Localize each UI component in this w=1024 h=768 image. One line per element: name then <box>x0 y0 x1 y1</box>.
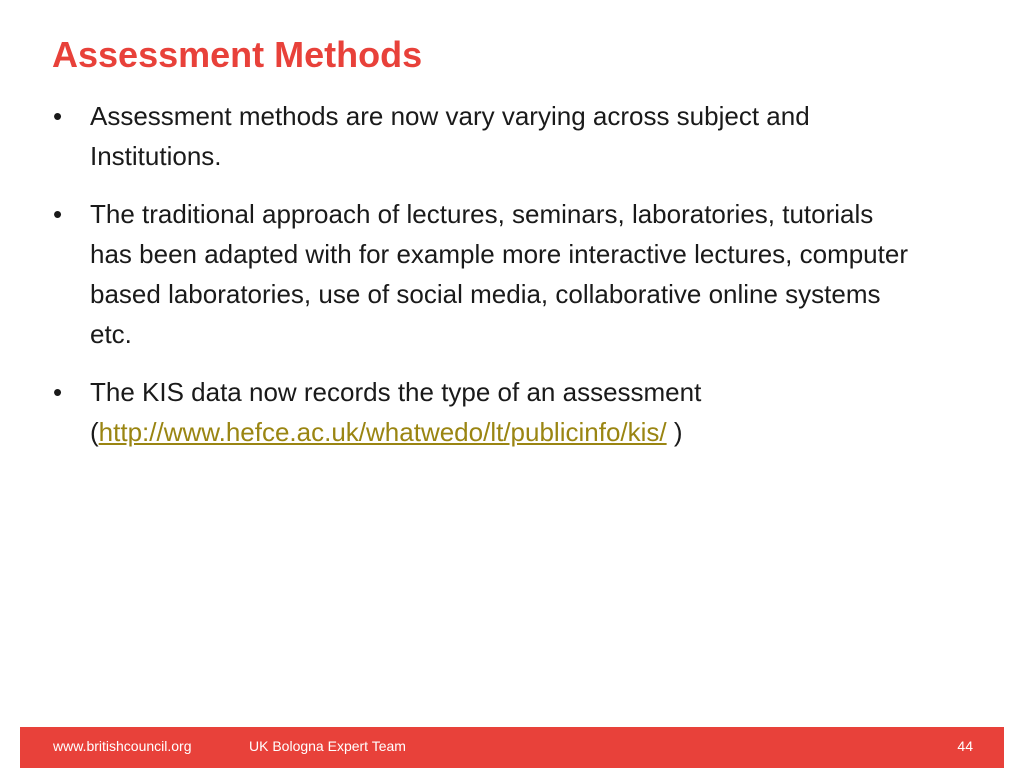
page-number: 44 <box>957 738 973 754</box>
bullet-text: Assessment methods are now vary varying across subject and Institutions. <box>90 101 810 171</box>
slide-title: Assessment Methods <box>52 34 423 75</box>
bullet-text-before-link: The KIS data now records the type of an assessment ( <box>90 377 702 447</box>
bullet-icon: • <box>53 199 63 229</box>
footer-bar <box>20 727 1004 768</box>
bullet-text: The traditional approach of lectures, seminars, laboratories, tutorials has been adapted with for example more interactive lectures, computer based laboratories, use of social media, collaborative online systems etc. <box>90 199 908 349</box>
footer-website: www.britishcouncil.org <box>53 738 192 754</box>
bullet-item <box>53 372 910 452</box>
bullet-item <box>53 194 910 354</box>
footer-team: UK Bologna Expert Team <box>249 738 406 754</box>
kis-link[interactable]: http://www.hefce.ac.uk/whatwedo/lt/publicinfo/kis/ <box>98 417 667 447</box>
bullet-icon: • <box>53 377 63 407</box>
bullet-item <box>53 96 935 176</box>
bullet-list <box>53 96 953 470</box>
bullet-text-after-link: ) <box>666 417 683 447</box>
bullet-icon: • <box>53 101 63 131</box>
